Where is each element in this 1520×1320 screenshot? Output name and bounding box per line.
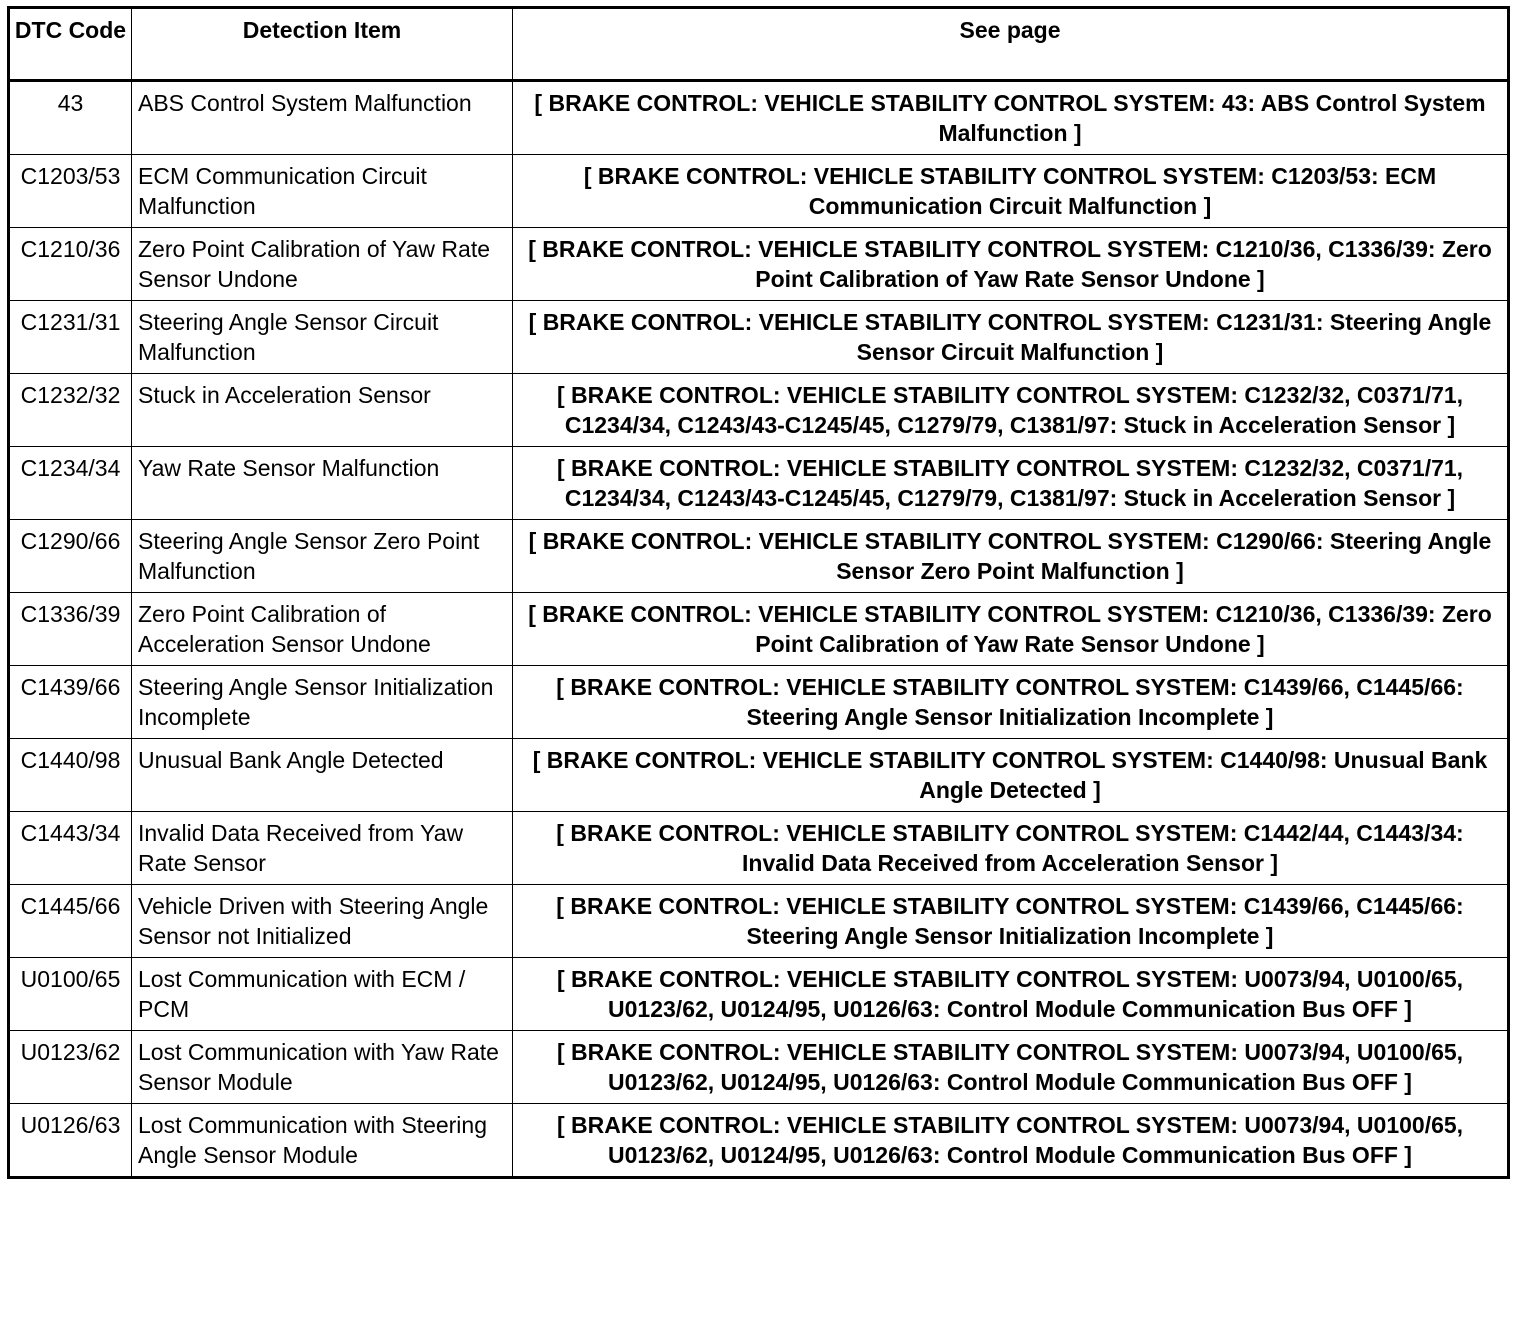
see-page-link[interactable]: [ BRAKE CONTROL: VEHICLE STABILITY CONTROL SYSTEM: U0073/94, U0100/65, U0123/62, U0124/95, U0126/63: Control Module Communication Bus OFF ] [513, 958, 1509, 1031]
dtc-code-cell: 43 [9, 81, 132, 155]
table-row [9, 155, 1509, 228]
see-page-link[interactable]: [ BRAKE CONTROL: VEHICLE STABILITY CONTROL SYSTEM: C1231/31: Steering Angle Sensor Circuit Malfunction ] [513, 301, 1509, 374]
see-page-link[interactable]: [ BRAKE CONTROL: VEHICLE STABILITY CONTROL SYSTEM: C1290/66: Steering Angle Sensor Zero Point Malfunction ] [513, 520, 1509, 593]
table-row [9, 374, 1509, 447]
dtc-table [7, 6, 1510, 1179]
see-page-link[interactable]: [ BRAKE CONTROL: VEHICLE STABILITY CONTROL SYSTEM: C1442/44, C1443/34: Invalid Data Received from Acceleration Sensor ] [513, 812, 1509, 885]
table-row [9, 885, 1509, 958]
dtc-code-cell: C1210/36 [9, 228, 132, 301]
table-row [9, 228, 1509, 301]
header-detection-item: Detection Item [132, 8, 513, 81]
detection-item-cell: Steering Angle Sensor Circuit Malfunction [132, 301, 513, 374]
detection-item-cell: Vehicle Driven with Steering Angle Sensor not Initialized [132, 885, 513, 958]
see-page-link[interactable]: [ BRAKE CONTROL: VEHICLE STABILITY CONTROL SYSTEM: C1210/36, C1336/39: Zero Point Calibration of Yaw Rate Sensor Undone ] [513, 228, 1509, 301]
detection-item-cell: ABS Control System Malfunction [132, 81, 513, 155]
table-row [9, 812, 1509, 885]
table-row [9, 958, 1509, 1031]
detection-item-cell: Unusual Bank Angle Detected [132, 739, 513, 812]
detection-item-cell: Steering Angle Sensor Zero Point Malfunction [132, 520, 513, 593]
table-row [9, 1031, 1509, 1104]
see-page-link[interactable]: [ BRAKE CONTROL: VEHICLE STABILITY CONTROL SYSTEM: C1439/66, C1445/66: Steering Angle Sensor Initialization Incomplete ] [513, 885, 1509, 958]
detection-item-cell: ECM Communication Circuit Malfunction [132, 155, 513, 228]
dtc-code-cell: C1232/32 [9, 374, 132, 447]
table-row [9, 593, 1509, 666]
dtc-code-cell: C1231/31 [9, 301, 132, 374]
table-row [9, 301, 1509, 374]
dtc-code-cell: C1439/66 [9, 666, 132, 739]
detection-item-cell: Lost Communication with Steering Angle Sensor Module [132, 1104, 513, 1178]
see-page-link[interactable]: [ BRAKE CONTROL: VEHICLE STABILITY CONTROL SYSTEM: U0073/94, U0100/65, U0123/62, U0124/95, U0126/63: Control Module Communication Bus OFF ] [513, 1104, 1509, 1178]
detection-item-cell: Steering Angle Sensor Initialization Incomplete [132, 666, 513, 739]
dtc-code-cell: C1234/34 [9, 447, 132, 520]
table-row [9, 520, 1509, 593]
header-see-page: See page [513, 8, 1509, 81]
detection-item-cell: Stuck in Acceleration Sensor [132, 374, 513, 447]
see-page-link[interactable]: [ BRAKE CONTROL: VEHICLE STABILITY CONTROL SYSTEM: C1439/66, C1445/66: Steering Angle Sensor Initialization Incomplete ] [513, 666, 1509, 739]
see-page-link[interactable]: [ BRAKE CONTROL: VEHICLE STABILITY CONTROL SYSTEM: C1203/53: ECM Communication Circuit Malfunction ] [513, 155, 1509, 228]
table-row [9, 1104, 1509, 1178]
dtc-code-cell: C1336/39 [9, 593, 132, 666]
see-page-link[interactable]: [ BRAKE CONTROL: VEHICLE STABILITY CONTROL SYSTEM: C1210/36, C1336/39: Zero Point Calibration of Yaw Rate Sensor Undone ] [513, 593, 1509, 666]
table-row [9, 81, 1509, 155]
header-dtc-code: DTC Code [9, 8, 132, 81]
dtc-code-cell: C1443/34 [9, 812, 132, 885]
header-row [9, 8, 1509, 81]
table-row [9, 666, 1509, 739]
detection-item-cell: Invalid Data Received from Yaw Rate Sensor [132, 812, 513, 885]
detection-item-cell: Yaw Rate Sensor Malfunction [132, 447, 513, 520]
see-page-link[interactable]: [ BRAKE CONTROL: VEHICLE STABILITY CONTROL SYSTEM: U0073/94, U0100/65, U0123/62, U0124/95, U0126/63: Control Module Communication Bus OFF ] [513, 1031, 1509, 1104]
dtc-code-cell: C1203/53 [9, 155, 132, 228]
see-page-link[interactable]: [ BRAKE CONTROL: VEHICLE STABILITY CONTROL SYSTEM: C1232/32, C0371/71, C1234/34, C1243/43-C1245/45, C1279/79, C1381/97: Stuck in Acceleration Sensor ] [513, 374, 1509, 447]
dtc-code-cell: C1440/98 [9, 739, 132, 812]
dtc-code-cell: C1445/66 [9, 885, 132, 958]
table-row [9, 447, 1509, 520]
detection-item-cell: Lost Communication with ECM / PCM [132, 958, 513, 1031]
detection-item-cell: Zero Point Calibration of Acceleration Sensor Undone [132, 593, 513, 666]
dtc-code-cell: U0126/63 [9, 1104, 132, 1178]
detection-item-cell: Zero Point Calibration of Yaw Rate Sensor Undone [132, 228, 513, 301]
dtc-code-cell: C1290/66 [9, 520, 132, 593]
dtc-code-cell: U0123/62 [9, 1031, 132, 1104]
see-page-link[interactable]: [ BRAKE CONTROL: VEHICLE STABILITY CONTROL SYSTEM: C1232/32, C0371/71, C1234/34, C1243/43-C1245/45, C1279/79, C1381/97: Stuck in Acceleration Sensor ] [513, 447, 1509, 520]
see-page-link[interactable]: [ BRAKE CONTROL: VEHICLE STABILITY CONTROL SYSTEM: C1440/98: Unusual Bank Angle Detected ] [513, 739, 1509, 812]
table-row [9, 739, 1509, 812]
dtc-code-cell: U0100/65 [9, 958, 132, 1031]
detection-item-cell: Lost Communication with Yaw Rate Sensor Module [132, 1031, 513, 1104]
see-page-link[interactable]: [ BRAKE CONTROL: VEHICLE STABILITY CONTROL SYSTEM: 43: ABS Control System Malfunction ] [513, 81, 1509, 155]
